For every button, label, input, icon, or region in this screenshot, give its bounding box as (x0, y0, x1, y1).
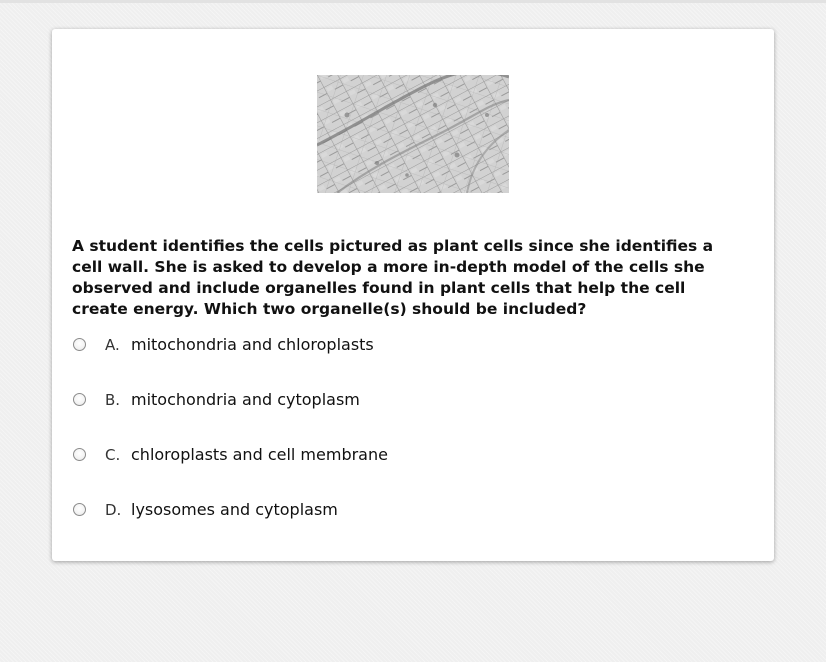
plant-cells-micrograph-image (317, 75, 509, 193)
choice-letter: D. (105, 501, 122, 519)
choice-text: mitochondria and cytoplasm (131, 390, 360, 409)
top-strip (0, 0, 826, 3)
radio-unselected-icon[interactable] (73, 338, 86, 351)
radio-unselected-icon[interactable] (73, 503, 86, 516)
answer-choices (72, 329, 732, 549)
choice-b[interactable] (72, 384, 732, 439)
choice-text: lysosomes and cytoplasm (131, 500, 338, 519)
question-card (52, 29, 774, 561)
choice-a[interactable] (72, 329, 732, 384)
choice-letter: A. (105, 336, 120, 354)
choice-text: chloroplasts and cell membrane (131, 445, 388, 464)
choice-d[interactable] (72, 494, 732, 549)
choice-letter: C. (105, 446, 121, 464)
choice-text: mitochondria and chloroplasts (131, 335, 374, 354)
choice-c[interactable] (72, 439, 732, 494)
choice-letter: B. (105, 391, 121, 409)
radio-unselected-icon[interactable] (73, 448, 86, 461)
radio-unselected-icon[interactable] (73, 393, 86, 406)
question-text: A student identifies the cells pictured as plant cells since she identifies a cell wall. She is asked to develop a more in-depth model of the cells she observed and include organelles found in plant cells that help the cell create energy. Which two organelle(s) should be included? (72, 237, 714, 318)
